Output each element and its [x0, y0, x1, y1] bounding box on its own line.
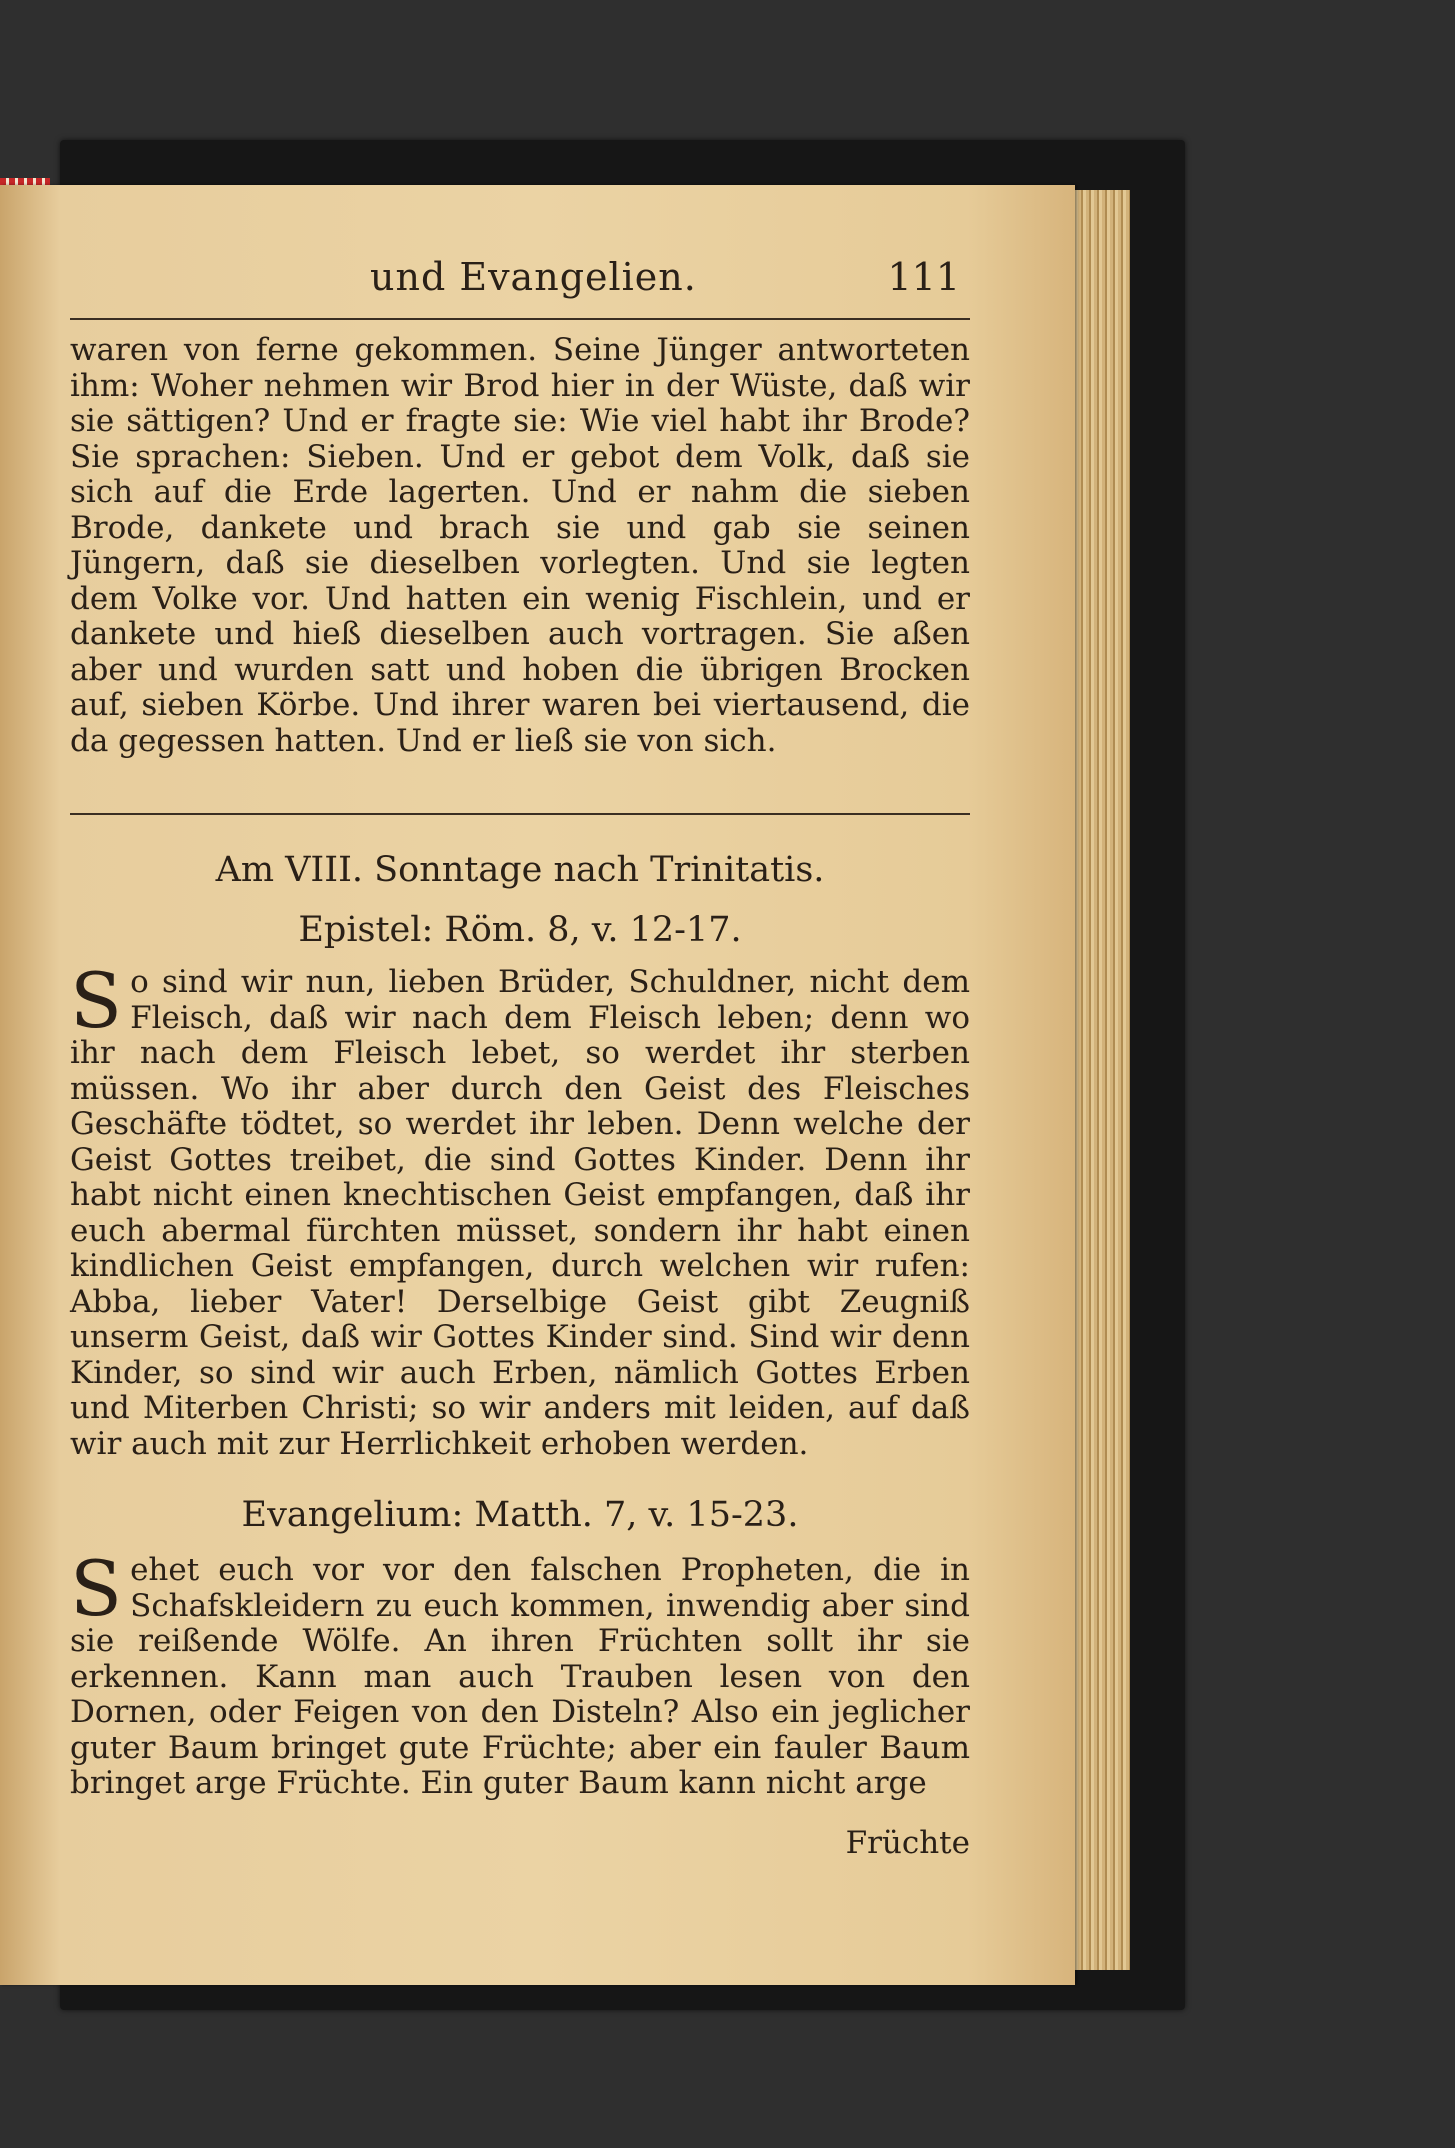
epistle-paragraph [70, 956, 970, 1462]
page-header [70, 255, 970, 315]
catchword: Früchte [845, 1825, 970, 1861]
epistle-text: o sind wir nun, lieben Brüder, Schuldner, nicht dem Fleisch, daß wir nach dem Fleisch leben; denn wo ihr nach dem Fleisch lebet, so werdet ihr sterben müssen. Wo ihr aber durch den Geist des Fleisches Geschäfte tödtet, so werdet ihr leben. Denn welche der Geist Gottes treibet, die sind Gottes Kinder. Denn ihr habt nicht einen knechtischen Geist empfangen, daß ihr euch abermal fürchten müsset, sondern ihr habt einen kindlichen Geist empfangen, durch welchen wir rufen: Abba, lieber Vater! Derselbige Geist gibt Zeugniß unserm Geist, daß wir Gottes Kinder sind. Sind wir denn Kinder, so sind wir auch Erben, nämlich Gottes Erben und Miterben Christi; so wir anders mit leiden, auf daß wir auch mit zur Herrlichkeit erhoben werden. [70, 964, 970, 1462]
gospel-heading: Evangelium: Matth. 7, v. 15-23. [241, 1495, 799, 1535]
continuation-paragraph: waren von ferne gekommen. Seine Jünger antworteten ihm: Woher nehmen wir Brod hier in der Wüste, daß wir sie sättigen? Und er fragte sie: Wie viel habt ihr Brode? Sie sprachen: Sieben. Und er gebot dem Volk, daß sie sich auf die Erde lagerten. Und er nahm die sieben Brode, dankete und brach sie und gab sie seinen Jüngern, daß sie dieselben vorlegten. Und sie legten dem Volke vor. Und hatten ein wenig Fischlein, und er dankete und hieß dieselben auch vortragen. Sie aßen aber und wurden satt und hoben die übrigen Brocken auf, sieben Körbe. Und ihrer waren bei viertausend, die da gegessen hatten. Und er ließ sie von sich. [70, 332, 970, 759]
epistle-drop-cap: S [70, 956, 123, 1045]
epistle-heading: Epistel: Röm. 8, v. 12-17. [298, 910, 742, 950]
running-head: und Evangelien. [370, 255, 697, 299]
book-page [0, 185, 1075, 1985]
section-divider [70, 813, 970, 815]
page-number: 111 [887, 255, 960, 299]
page-edges [1070, 190, 1130, 1970]
sunday-title: Am VIII. Sonntage nach Trinitatis. [215, 850, 825, 890]
header-rule [70, 318, 970, 320]
gospel-text: ehet euch vor vor den falschen Propheten, die in Schafskleidern zu euch kommen, inwendig aber sind sie reißende Wölfe. An ihren Früchten sollt ihr sie erkennen. Kann man auch Trauben lesen von den Dornen, oder Feigen von den Disteln? Also ein jeglicher guter Baum bringet gute Früchte; aber ein fauler Baum bringet arge Früchte. Ein guter Baum kann nicht arge [70, 1552, 970, 1801]
gospel-drop-cap: S [70, 1544, 123, 1633]
gospel-paragraph [70, 1544, 970, 1802]
